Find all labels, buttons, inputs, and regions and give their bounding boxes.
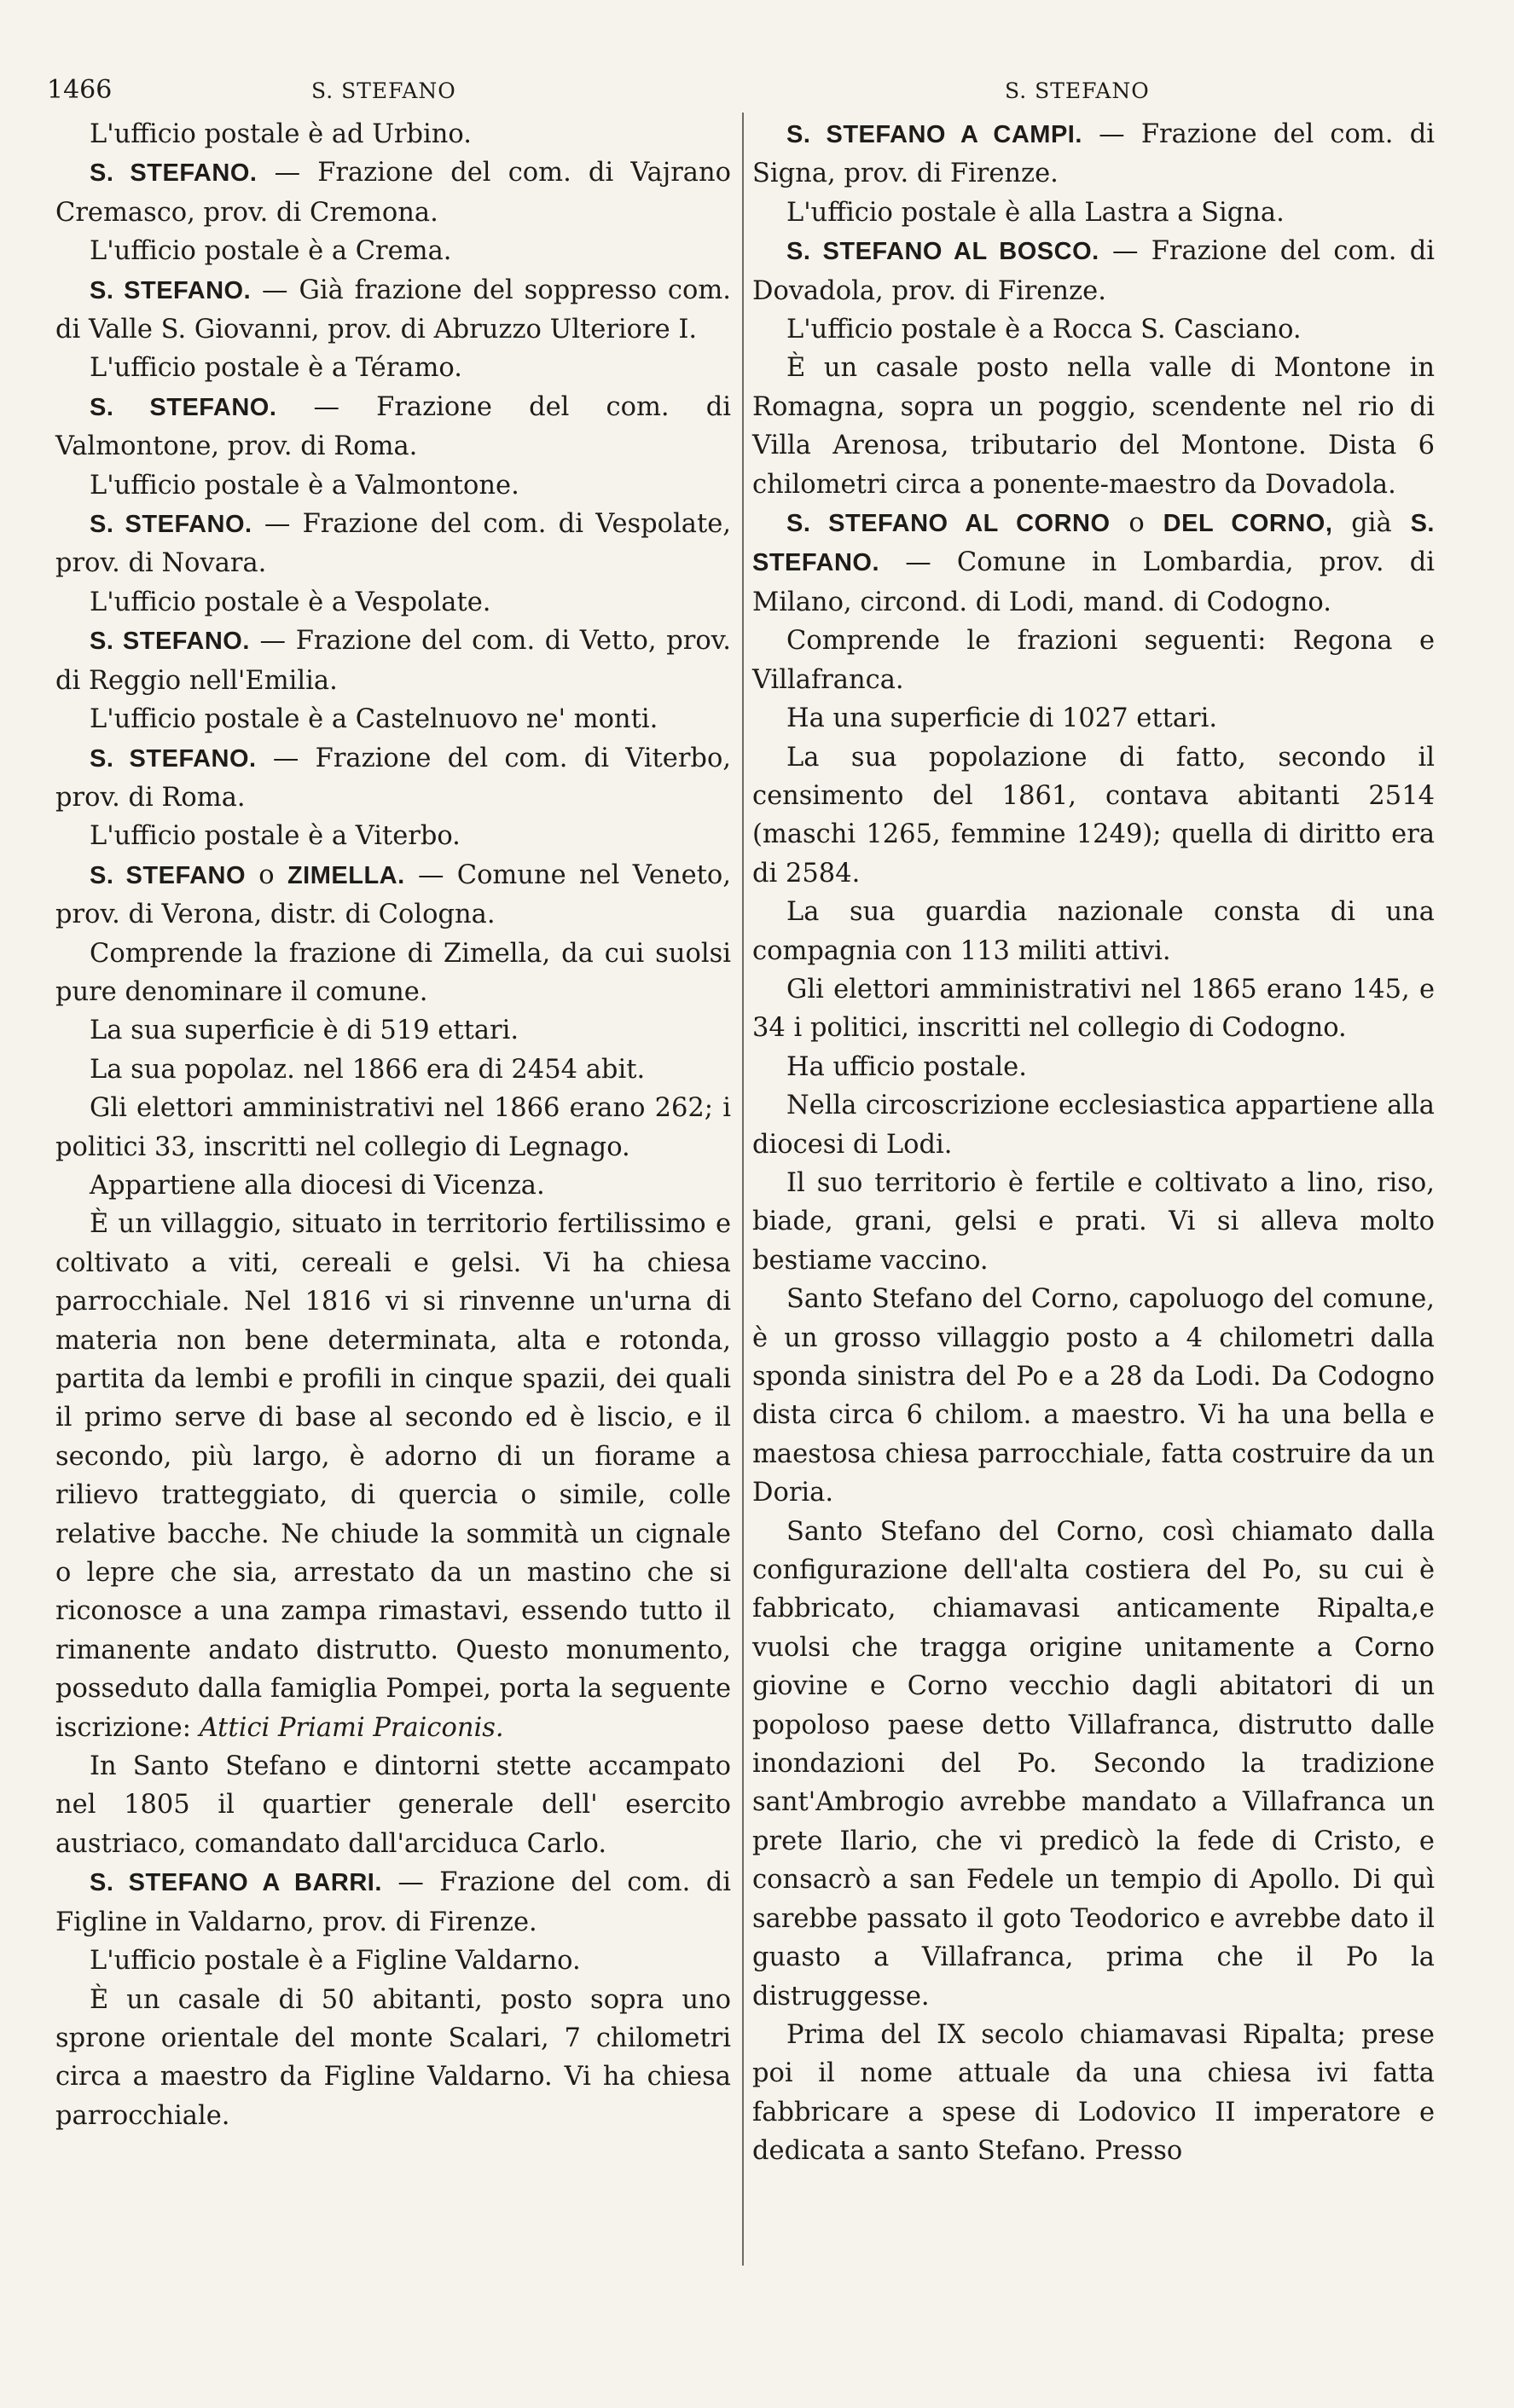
entry-headword: S. STEFANO AL CORNO [786, 510, 1111, 538]
page-header [0, 75, 1514, 109]
entry-s-stefano-vespolate [55, 505, 731, 583]
paragraph: È un casale di 50 abitanti, posto sopra uno sprone orientale del monte Scalari, 7 chilometri circa a maestro da Figline Valdarno. Vi ha chiesa parrocchiale. [55, 1984, 731, 2131]
paragraph: Santo Stefano del Corno, capoluogo del comune, è un grosso villaggio posto a 4 chilometri dalla sponda sinistra del Po e a 28 da Lodi. Da Codogno dista circa 6 chilom. a maestro. Vi ha una bella e maestosa chiesa parrocchiale, fatta costruire da un Doria. [752, 1284, 1435, 1508]
running-head-left: S. STEFANO [311, 78, 456, 103]
inscription: Attici Priami Praiconis. [199, 1712, 504, 1743]
entry-s-stefano-zimella [55, 856, 731, 935]
postal-note: L'ufficio postale è a Castelnuovo ne' monti. [90, 704, 658, 735]
entry-headword: S. STEFANO. [90, 744, 257, 773]
entry-s-stefano-al-corno [752, 504, 1435, 622]
paragraph: Gli elettori amministrativi nel 1866 erano 262; i politici 33, inscritti nel collegio di Legnago. [55, 1093, 731, 1162]
entry-connector: o [246, 860, 287, 890]
entry-s-stefano-al-bosco [752, 232, 1435, 310]
paragraph: La sua popolazione di fatto, secondo il censimento del 1861, contava abitanti 2514 (maschi 1265, femmine 1249); quella di diritto era di 2584. [752, 742, 1435, 889]
entry-headword: S. STEFANO. [90, 393, 277, 421]
postal-note: L'ufficio postale è a Figline Valdarno. [90, 1946, 581, 1977]
entry-headword: S. STEFANO AL BOSCO. [786, 238, 1099, 266]
paragraph: La sua popolaz. nel 1866 era di 2454 abit. [90, 1054, 646, 1085]
entry-headword: S. STEFANO. [90, 159, 258, 188]
postal-note: L'ufficio postale è alla Lastra a Signa. [786, 197, 1285, 228]
entry-headword-former: S. STEFANO. [752, 510, 1435, 577]
entry-text: — Comune nel Veneto, prov. di Verona, distr. di Cologna. [55, 860, 731, 930]
entry-headword-alt: DEL CORNO, [1163, 510, 1333, 538]
entry-text: — Frazione del com. di Vajrano Cremasco, prov. di Cremona. [55, 158, 731, 228]
entry-headword: S. STEFANO. [90, 628, 250, 656]
paragraph: Comprende le frazioni seguenti: Regona e Villafranca. [752, 626, 1435, 695]
paragraph: La sua guardia nazionale consta di una compagnia con 113 militi attivi. [752, 897, 1435, 966]
entry-s-stefano-valmontone [55, 388, 731, 466]
postal-note: L'ufficio postale è a Viterbo. [90, 821, 461, 852]
entry-s-stefano-vajrano [55, 153, 731, 232]
entry-text: — Frazione del com. di Figline in Valdarno, prov. di Firenze. [55, 1867, 731, 1937]
entry-s-stefano-a-barri [55, 1863, 731, 1942]
postal-note: L'ufficio postale è a Vespolate. [90, 587, 491, 617]
paragraph: Il suo territorio è fertile e coltivato a lino, riso, biade, grani, gelsi e prati. Vi si alleva molto bestiame vaccino. [752, 1167, 1435, 1276]
paragraph: La sua superficie è di 519 ettari. [90, 1016, 519, 1046]
column-divider [742, 113, 744, 2266]
paragraph: Appartiene alla diocesi di Vicenza. [90, 1170, 545, 1201]
entry-text: — Già frazione del soppresso com. di Valle S. Giovanni, prov. di Abruzzo Ulteriore I. [55, 275, 731, 345]
paragraph: L'ufficio postale è ad Urbino. [90, 119, 472, 149]
paragraph: In Santo Stefano e dintorni stette accampato nel 1805 il quartier generale dell' esercito austriaco, comandato dall'arciduca Carlo. [55, 1751, 731, 1859]
paragraph: Ha una superficie di 1027 ettari. [786, 703, 1218, 734]
postal-note: L'ufficio postale è a Téramo. [90, 353, 462, 384]
postal-note: L'ufficio postale è a Rocca S. Casciano. [786, 315, 1302, 345]
entry-s-stefano-viterbo [55, 739, 731, 818]
entry-text: — Frazione del com. di Vetto, prov. di Reggio nell'Emilia. [55, 626, 731, 696]
entry-s-stefano-a-campi [752, 115, 1435, 194]
entry-text: — Frazione del com. di Dovadola, prov. di Firenze. [752, 236, 1435, 306]
entry-s-stefano-vetto [55, 622, 731, 700]
paragraph: Comprende la frazione di Zimella, da cui suolsi pure denominare il comune. [55, 938, 731, 1007]
entry-headword-alt: ZIMELLA. [287, 861, 405, 889]
entry-headword: S. STEFANO [90, 861, 247, 889]
postal-note: L'ufficio postale è a Crema. [90, 236, 452, 267]
running-head-right: S. STEFANO [1005, 78, 1150, 103]
page-number: 1466 [47, 75, 113, 105]
entry-headword: S. STEFANO. [90, 276, 252, 304]
entry-text: — Frazione del com. di Vespolate, prov. di Novara. [55, 509, 731, 579]
entry-headword: S. STEFANO A CAMPI. [786, 121, 1082, 148]
entry-headword: S. STEFANO A BARRI. [90, 1869, 382, 1897]
paragraph: Prima del IX secolo chiamavasi Ripalta; prese poi il nome attuale da una chiesa ivi fatta fabbricare a spese di Lodovico II imperatore e dedicata a santo Stefano. Presso [752, 2019, 1435, 2167]
postal-note: L'ufficio postale è a Valmontone. [90, 470, 519, 501]
entry-text: — Frazione del com. di Viterbo, prov. di Roma. [55, 743, 731, 813]
entry-text: — Comune in Lombardia, prov. di Milano, circond. di Lodi, mand. di Codogno. [752, 547, 1435, 617]
paragraph-text: È un villaggio, situato in territorio fertilissimo e coltivato a viti, cereali e gelsi. Vi ha chiesa parrocchiale. Nel 1816 vi si rinvenne un'urna di materia non bene determinata, alta e rotonda, partita da lembi e profili in cinque spazii, dei quali il primo serve di base al secondo ed è liscio, e il secondo, più largo, è adorno di un fiorame a rilievo tratteggiato, di quercia o simile, colle relative bacche. Ne chiude la sommità un cignale o lepre che sia, arrestato da un mastino che si riconosce a una zampa rimastavi, essendo tutto il rimanente andato distrutto. Questo monumento, posseduto dalla famiglia Pompei, porta la seguente iscrizione: [55, 1209, 731, 1743]
paragraph: Gli elettori amministrativi nel 1865 erano 145, e 34 i politici, inscritti nel collegio di Codogno. [752, 974, 1435, 1044]
entry-connector: o [1110, 508, 1163, 539]
right-column [752, 115, 1435, 2171]
paragraph: Santo Stefano del Corno, così chiamato dalla configurazione dell'alta costiera del Po, su cui è fabbricato, chiamavasi anticamente Ripalta,e vuolsi che tragga origine unitamente a Corno giovine e Corno vecchio dagli abitatori di un popoloso paese detto Villafranca, distrutto dalle inondazioni del Po. Secondo la tradizione sant'Ambrogio avrebbe mandato a Villafranca un prete Ilario, che vi predicò la fede di Cristo, e consacrò a san Fedele un tempio di Apollo. Di quì sarebbe passato il goto Teodorico e avrebbe dato il guasto a Villafranca, prima che il Po la distruggesse. [752, 1516, 1435, 2011]
left-column [55, 115, 731, 2135]
paragraph: Ha ufficio postale. [786, 1051, 1027, 1082]
paragraph: È un casale posto nella valle di Montone in Romagna, sopra un poggio, scendente nel rio di Villa Arenosa, tributario del Montone. Dista 6 chilometri circa a ponente-maestro da Dovadola. [752, 353, 1435, 500]
entry-connector: già [1332, 508, 1411, 539]
entry-text: — Frazione del com. di Signa, prov. di Firenze. [752, 119, 1435, 189]
paragraph-urn [55, 1205, 731, 1747]
paragraph: Nella circoscrizione ecclesiastica appartiene alla diocesi di Lodi. [752, 1091, 1435, 1160]
entry-s-stefano-valle [55, 271, 731, 350]
entry-text: — Frazione del com. di Valmontone, prov. di Roma. [55, 391, 731, 462]
entry-headword: S. STEFANO. [90, 511, 252, 539]
